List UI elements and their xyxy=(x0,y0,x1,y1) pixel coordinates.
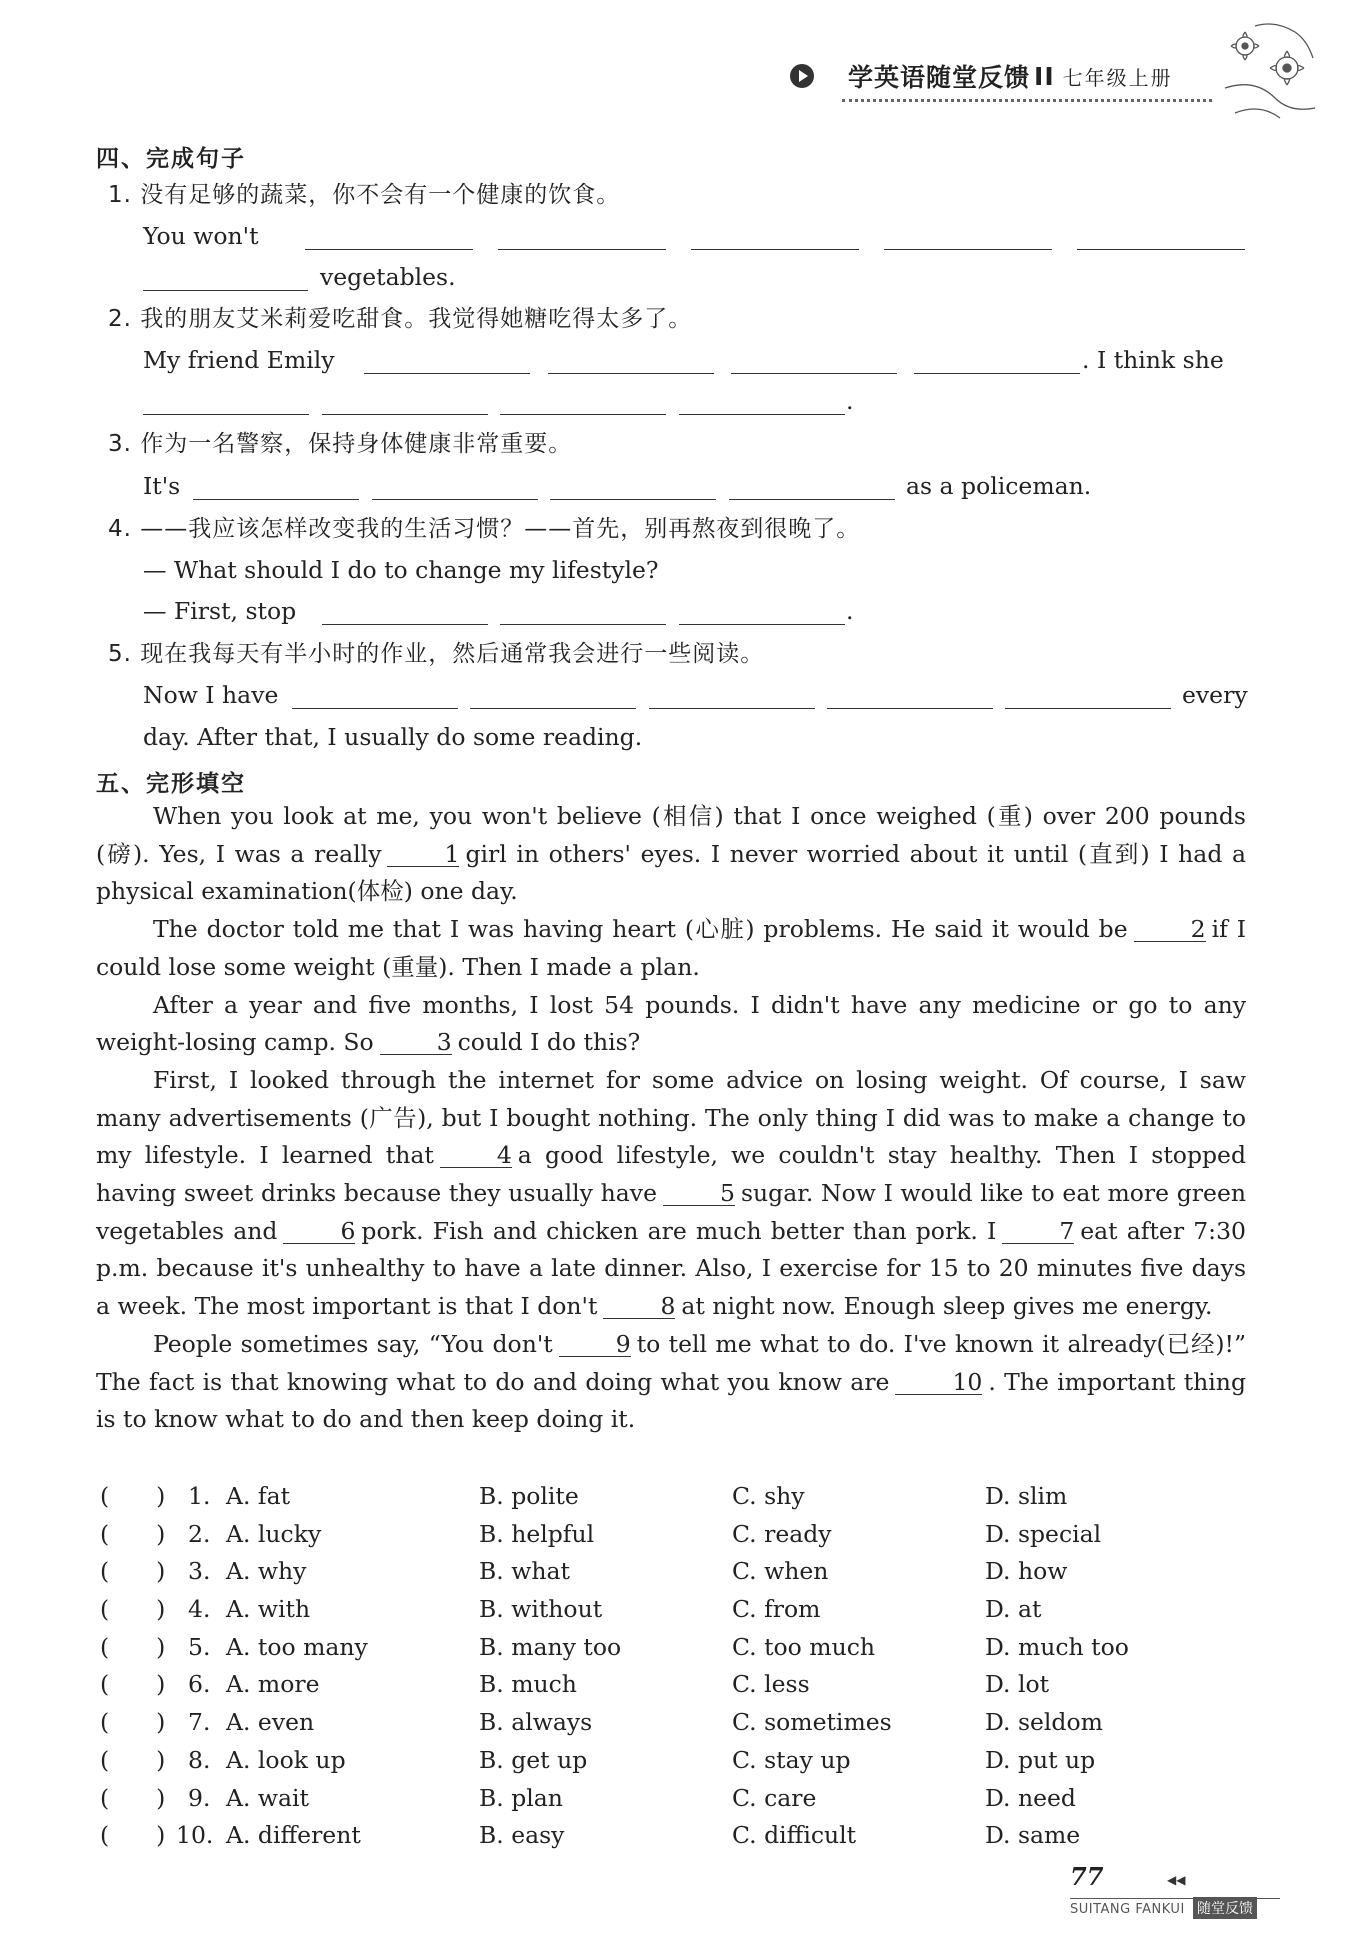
question-2-prefix: My friend Emily xyxy=(143,346,335,374)
answer-blank[interactable] xyxy=(679,602,845,625)
choice-row xyxy=(96,1742,1246,1780)
flower-decoration-icon xyxy=(1215,18,1320,128)
grade-label: 七年级上册 xyxy=(1062,65,1173,90)
choice-d[interactable]: D. much too xyxy=(985,1632,1129,1661)
choice-c[interactable]: C. less xyxy=(732,1670,810,1699)
choice-c[interactable]: C. shy xyxy=(732,1482,805,1510)
choice-c[interactable]: C. ready xyxy=(732,1519,832,1548)
answer-choices xyxy=(96,1478,1246,1855)
answer-blank[interactable] xyxy=(322,602,488,625)
choice-a[interactable]: A. too many xyxy=(226,1632,368,1661)
choice-row xyxy=(96,1591,1246,1629)
choice-c[interactable]: C. when xyxy=(732,1557,829,1586)
choice-b[interactable]: B. many too xyxy=(479,1632,622,1661)
answer-blank[interactable] xyxy=(364,351,530,374)
choice-c[interactable]: C. stay up xyxy=(732,1745,851,1774)
question-3-chinese: 3. 作为一名警察，保持身体健康非常重要。 xyxy=(108,431,573,457)
choice-a[interactable]: A. with xyxy=(226,1595,311,1624)
answer-blank[interactable] xyxy=(550,477,716,500)
choice-number: 8. xyxy=(188,1745,211,1774)
choice-a[interactable]: A. fat xyxy=(226,1482,291,1510)
cloze-blank[interactable]: 8 xyxy=(603,1294,675,1319)
choice-d[interactable]: D. slim xyxy=(985,1482,1068,1510)
cloze-blank[interactable]: 2 xyxy=(1134,917,1206,942)
section-title-cloze: 五、完形填空 xyxy=(96,771,246,797)
choice-d[interactable]: D. need xyxy=(985,1783,1076,1812)
page-header xyxy=(790,56,1173,96)
choice-c[interactable]: C. from xyxy=(732,1595,821,1624)
cloze-paragraph: When you look at me, you won't believe (相信) that I once weighed (重) over 200 pounds (磅). Yes, I was a really 1 girl in others' eyes. I never worried about it until (直到) I had a physical examination(体检) one day. xyxy=(96,802,1246,906)
question-2-middle: . I think she xyxy=(1082,346,1224,374)
question-1-english-line-1 xyxy=(143,221,259,251)
question-1-prefix: You won't xyxy=(143,222,259,250)
question-5-prefix: Now I have xyxy=(143,681,279,709)
choice-d[interactable]: D. seldom xyxy=(985,1708,1103,1737)
choice-number: 1. xyxy=(188,1482,211,1510)
question-2-end: . xyxy=(846,387,854,415)
question-4-dialogue-1: — What should I do to change my lifestyle? xyxy=(143,556,659,584)
choice-b[interactable]: B. helpful xyxy=(479,1519,595,1548)
answer-blank[interactable] xyxy=(143,392,309,415)
answer-blank[interactable] xyxy=(292,686,458,709)
answer-blank[interactable] xyxy=(1005,686,1171,709)
answer-parentheses[interactable]: ( ) xyxy=(100,1482,166,1510)
choice-a[interactable]: A. wait xyxy=(226,1783,309,1812)
choice-a[interactable]: A. even xyxy=(226,1708,315,1737)
question-3-prefix: It's xyxy=(143,472,181,500)
answer-blank[interactable] xyxy=(143,268,308,291)
choice-row xyxy=(96,1516,1246,1554)
answer-blank[interactable] xyxy=(500,392,666,415)
answer-blank[interactable] xyxy=(548,351,714,374)
choice-d[interactable]: D. lot xyxy=(985,1670,1050,1699)
choice-b[interactable]: B. get up xyxy=(479,1745,588,1774)
choice-a[interactable]: A. why xyxy=(226,1557,307,1586)
answer-parentheses[interactable]: ( ) xyxy=(100,1595,166,1624)
answer-blank[interactable] xyxy=(827,686,993,709)
question-4-chinese: 4. ——我应该怎样改变我的生活习惯？——首先，别再熬夜到很晚了。 xyxy=(108,516,861,542)
choice-number: 2. xyxy=(188,1519,211,1548)
book-title: 学英语随堂反馈 xyxy=(848,63,1031,92)
cloze-paragraph: The doctor told me that I was having heart (心脏) problems. He said it would be 2 if I could lose some weight (重量). Then I made a plan. xyxy=(96,915,1246,981)
choice-a[interactable]: A. more xyxy=(226,1670,320,1699)
question-5-chinese: 5. 现在我每天有半小时的作业，然后通常我会进行一些阅读。 xyxy=(108,641,765,667)
cloze-passage xyxy=(96,798,1246,1439)
choice-b[interactable]: B. much xyxy=(479,1670,577,1699)
answer-parentheses[interactable]: ( ) xyxy=(100,1783,166,1812)
question-4-end: . xyxy=(846,597,854,625)
answer-blank[interactable] xyxy=(305,227,473,250)
question-3-suffix: as a policeman. xyxy=(906,472,1092,500)
answer-parentheses[interactable]: ( ) xyxy=(100,1670,166,1699)
question-2-chinese: 2. 我的朋友艾米莉爱吃甜食。我觉得她糖吃得太多了。 xyxy=(108,306,693,332)
answer-blank[interactable] xyxy=(372,477,538,500)
cloze-blank[interactable]: 7 xyxy=(1002,1219,1074,1244)
choice-c[interactable]: C. care xyxy=(732,1783,817,1812)
choice-row xyxy=(96,1666,1246,1704)
cloze-blank[interactable]: 1 xyxy=(387,842,459,867)
cloze-blank[interactable]: 4 xyxy=(440,1143,512,1168)
double-left-arrow-icon: ◀◀ xyxy=(1167,1873,1186,1887)
answer-blank[interactable] xyxy=(884,227,1052,250)
choice-b[interactable]: B. easy xyxy=(479,1821,565,1850)
cloze-paragraph: People sometimes say, “You don't 9 to tell me what to do. I've known it already(已经)!” The fact is that knowing what to do and doing what you know are 10 . The important thing is to know what to do and then keep doing it. xyxy=(96,1329,1246,1434)
choice-b[interactable]: B. polite xyxy=(479,1482,579,1510)
choice-row xyxy=(96,1629,1246,1667)
choice-c[interactable]: C. sometimes xyxy=(732,1708,892,1737)
choice-number: 7. xyxy=(188,1708,211,1737)
choice-a[interactable]: A. look up xyxy=(226,1745,346,1774)
choice-a[interactable]: A. lucky xyxy=(226,1519,322,1548)
question-1-suffix: vegetables. xyxy=(320,263,456,291)
choice-number: 10. xyxy=(176,1821,214,1850)
choice-d[interactable]: D. special xyxy=(985,1519,1102,1548)
footer-brand-en: SUITANG FANKUI xyxy=(1070,1902,1185,1917)
answer-blank[interactable] xyxy=(470,686,636,709)
choice-d[interactable]: D. at xyxy=(985,1595,1042,1624)
choice-c[interactable]: C. too much xyxy=(732,1632,876,1661)
answer-blank[interactable] xyxy=(498,227,666,250)
answer-blank[interactable] xyxy=(322,392,488,415)
choice-b[interactable]: B. plan xyxy=(479,1783,563,1812)
answer-blank[interactable] xyxy=(731,351,897,374)
answer-parentheses[interactable]: ( ) xyxy=(100,1632,166,1661)
choice-d[interactable]: D. how xyxy=(985,1557,1068,1586)
choice-d[interactable]: D. put up xyxy=(985,1745,1096,1774)
choice-row xyxy=(96,1478,1246,1516)
answer-blank[interactable] xyxy=(679,392,845,415)
choice-row xyxy=(96,1704,1246,1742)
answer-blank[interactable] xyxy=(691,227,859,250)
choice-c[interactable]: C. difficult xyxy=(732,1821,857,1850)
question-5-middle: every xyxy=(1182,681,1248,709)
cloze-blank[interactable]: 9 xyxy=(559,1332,631,1357)
footer-brand-zh: 随堂反馈 xyxy=(1193,1897,1257,1919)
answer-parentheses[interactable]: ( ) xyxy=(100,1821,166,1850)
header-divider xyxy=(842,99,1212,102)
answer-blank[interactable] xyxy=(649,686,815,709)
choice-number: 4. xyxy=(188,1595,211,1624)
section-title-complete-sentences: 四、完成句子 xyxy=(96,146,246,172)
cloze-blank[interactable]: 3 xyxy=(380,1030,452,1055)
choice-number: 6. xyxy=(188,1670,211,1699)
choice-number: 9. xyxy=(188,1783,211,1812)
answer-blank[interactable] xyxy=(914,351,1080,374)
choice-row xyxy=(96,1553,1246,1591)
cloze-paragraph: First, I looked through the internet for some advice on losing weight. Of course, I saw many advertisements (广告), but I bought nothing. The only thing I did was to make a change to my lifestyle. I learned that 4 a good lifestyle, we couldn't stay healthy. Then I stopped having sweet drinks because they usually have 5 sugar. Now I would like to eat more green vegetables and 6 pork. Fish and chicken are much better than pork. I 7 eat after 7:30 p.m. because it's unhealthy to have a late dinner. Also, I exercise for 15 to 20 minutes five days a week. The most important is that I don't 8 at night now. Enough sleep gives me energy. xyxy=(96,1065,1246,1321)
choice-d[interactable]: D. same xyxy=(985,1821,1081,1850)
choice-a[interactable]: A. different xyxy=(226,1821,361,1850)
choice-row xyxy=(96,1817,1246,1855)
play-icon xyxy=(790,64,814,88)
choice-b[interactable]: B. what xyxy=(479,1557,570,1586)
answer-parentheses[interactable]: ( ) xyxy=(100,1708,166,1737)
question-1-chinese: 1. 没有足够的蔬菜，你不会有一个健康的饮食。 xyxy=(108,182,621,208)
choice-b[interactable]: B. without xyxy=(479,1595,603,1624)
page-number: 77 xyxy=(1070,1862,1104,1891)
choice-b[interactable]: B. always xyxy=(479,1708,593,1737)
answer-blank[interactable] xyxy=(729,477,895,500)
cloze-paragraph: After a year and five months, I lost 54 pounds. I didn't have any medicine or go to any weight-losing camp. So 3 could I do this? xyxy=(96,990,1246,1057)
choice-number: 3. xyxy=(188,1557,211,1586)
answer-parentheses[interactable]: ( ) xyxy=(100,1557,166,1586)
cloze-blank[interactable]: 5 xyxy=(663,1181,735,1206)
answer-blank[interactable] xyxy=(1077,227,1245,250)
volume-label: II xyxy=(1034,61,1055,91)
answer-blank[interactable] xyxy=(500,602,666,625)
answer-blank[interactable] xyxy=(193,477,359,500)
choice-row xyxy=(96,1780,1246,1818)
question-4-dialogue-2: — First, stop xyxy=(143,597,297,625)
answer-parentheses[interactable]: ( ) xyxy=(100,1519,166,1548)
answer-parentheses[interactable]: ( ) xyxy=(100,1745,166,1774)
cloze-blank[interactable]: 10 xyxy=(895,1370,982,1395)
cloze-blank[interactable]: 6 xyxy=(283,1219,355,1244)
question-5-second-line: day. After that, I usually do some reading. xyxy=(143,723,643,751)
choice-number: 5. xyxy=(188,1632,211,1661)
